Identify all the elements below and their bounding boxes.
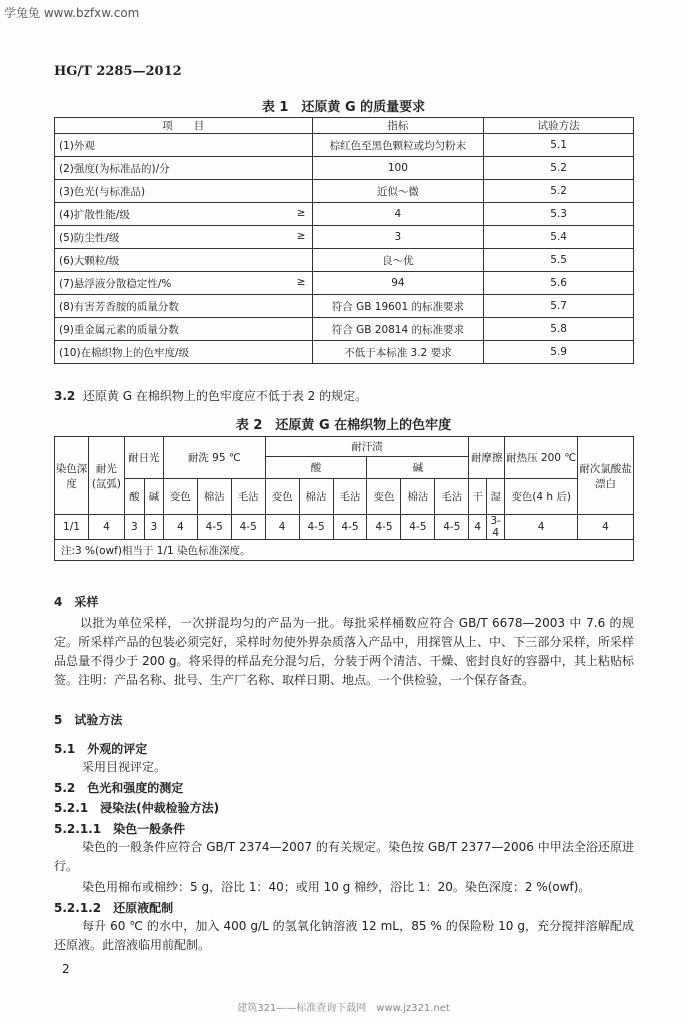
sub-header: 变色 bbox=[367, 479, 401, 515]
table-row bbox=[55, 272, 634, 295]
watermark-header: 学兔兔 www.bzfxw.com bbox=[4, 6, 140, 20]
sub-header: 毛沾 bbox=[231, 479, 265, 515]
section-5-2-1-1-text2: 染色用棉布或棉纱：5 g，浴比 1：40；或用 10 g 棉纱，浴比 1：20。染色深度：2 %(owf)。 bbox=[82, 880, 591, 894]
cell-index: 94 bbox=[312, 272, 484, 295]
item-label: (6)大颗粒/级 bbox=[59, 254, 120, 267]
item-label: (2)强度(为标准品的)/分 bbox=[59, 162, 170, 175]
cell-index: 棕红色至黑色颗粒或均匀粉末 bbox=[312, 134, 484, 157]
section-5-2-1-1-text1: 染色的一般条件应符合 GB/T 2374—2007 的有关规定。染色按 GB/T 2377—2006 中甲法全浴还原进行。 bbox=[54, 840, 634, 873]
cell-method: 5.7 bbox=[484, 295, 634, 318]
clause-text: 还原黄 G 在棉织物上的色牢度应不低于表 2 的规定。 bbox=[82, 389, 368, 403]
item-label: (4)扩散性能/级 bbox=[59, 208, 130, 221]
section-5-2-1-2-heading: 5.2.1.2 还原液配制 bbox=[54, 901, 174, 915]
table-cell: 4 bbox=[469, 515, 487, 540]
table2-caption: 表 2 还原黄 G 在棉织物上的色牢度 bbox=[235, 418, 452, 433]
table-cell: 4-5 bbox=[367, 515, 401, 540]
table-cell: 4 bbox=[163, 515, 197, 540]
header-alkali: 碱 bbox=[367, 457, 469, 479]
cell-index: 符合 GB 20814 的标准要求 bbox=[312, 318, 484, 341]
cell-method: 5.5 bbox=[484, 249, 634, 272]
sub-header: 湿 bbox=[487, 479, 505, 515]
table-cell: 4 bbox=[505, 515, 578, 540]
table-cell: 4-5 bbox=[299, 515, 333, 540]
sub-header: 棉沾 bbox=[401, 479, 435, 515]
header-method: 试验方法 bbox=[484, 118, 634, 134]
cell-item bbox=[55, 295, 313, 318]
header-sunlight: 耐日光 bbox=[124, 437, 163, 479]
table-cell: 4-5 bbox=[197, 515, 231, 540]
item-label: (9)重金属元素的质量分数 bbox=[59, 323, 179, 336]
table-row bbox=[55, 295, 634, 318]
table-row bbox=[55, 249, 634, 272]
section-5-2-1-heading: 5.2.1 浸染法(仲裁检验方法) bbox=[54, 801, 220, 815]
section-4-heading: 4 采样 bbox=[54, 595, 99, 609]
geq-symbol: ≥ bbox=[296, 229, 306, 242]
cell-method: 5.2 bbox=[484, 157, 634, 180]
table-cell: 3 bbox=[144, 515, 163, 540]
cell-index: 符合 GB 19601 的标准要求 bbox=[312, 295, 484, 318]
table-cell: 4-5 bbox=[333, 515, 367, 540]
table1-caption: 表 1 还原黄 G 的质量要求 bbox=[261, 100, 426, 115]
header-depth: 染色深度 bbox=[55, 437, 89, 515]
table-header-row bbox=[55, 118, 634, 134]
header-index: 指标 bbox=[312, 118, 484, 134]
page-number: 2 bbox=[62, 962, 70, 976]
cell-method: 5.2 bbox=[484, 180, 634, 203]
cell-method: 5.4 bbox=[484, 226, 634, 249]
quality-requirements-table bbox=[54, 117, 634, 364]
header-sweat: 耐汗渍 bbox=[265, 437, 469, 457]
cell-index: 不低于本标准 3.2 要求 bbox=[312, 341, 484, 364]
item-label: (1)外观 bbox=[59, 139, 95, 152]
item-label: (7)悬浮液分散稳定性/% bbox=[59, 277, 172, 290]
cell-item bbox=[55, 318, 313, 341]
table-cell: 1/1 bbox=[55, 515, 89, 540]
section-5-heading: 5 试验方法 bbox=[54, 713, 123, 727]
item-label: (5)防尘性/级 bbox=[59, 231, 120, 244]
item-label: (10)在棉织物上的色牢度/级 bbox=[59, 346, 190, 359]
header-hot-press: 耐热压 200 ℃ bbox=[505, 437, 578, 479]
table1-body bbox=[55, 134, 634, 364]
sub-header: 变色 bbox=[163, 479, 197, 515]
cell-index: 4 bbox=[312, 203, 484, 226]
table-cell: 3 bbox=[124, 515, 144, 540]
section-5-2-heading: 5.2 色光和强度的测定 bbox=[54, 781, 184, 795]
table-cell: 4-5 bbox=[401, 515, 435, 540]
sub-header: 变色 bbox=[265, 479, 299, 515]
header-item: 项 目 bbox=[55, 118, 313, 134]
cell-method: 5.8 bbox=[484, 318, 634, 341]
header-wash: 耐洗 95 ℃ bbox=[163, 437, 265, 479]
cell-item bbox=[55, 203, 313, 226]
section-4-text: 以批为单位采样，一次拼混均匀的产品为一批。每批采样桶数应符合 GB/T 6678—2003 中 7.6 的规定。所采样产品的包装必须完好，采样时勿使外界杂质落入产品中，用探管从上、中、下三部分采样，所采样品总量不得少于 200 g。将采得的样品充分混匀后，分装于两个清洁、干燥、密封良好的容器中，其上粘贴标签。注明：产品名称、批号、生产厂名称、取样日期、地点。一个供检验，一个保存备查。 bbox=[54, 616, 634, 687]
item-label: (3)色光(与标准品) bbox=[59, 185, 146, 198]
cell-index: 100 bbox=[312, 157, 484, 180]
header-rub: 耐摩擦 bbox=[469, 437, 505, 479]
table-row bbox=[55, 157, 634, 180]
table-row bbox=[55, 180, 634, 203]
document-code: HG/T 2285—2012 bbox=[54, 64, 182, 79]
table-row bbox=[55, 515, 634, 540]
header-light: 耐光(氙弧) bbox=[88, 437, 124, 515]
section-5-1-text: 采用目视评定。 bbox=[82, 760, 167, 774]
header-bleach: 耐次氯酸盐漂白 bbox=[578, 437, 634, 515]
cell-method: 5.9 bbox=[484, 341, 634, 364]
clause-number: 3.2 bbox=[54, 389, 76, 403]
sub-header: 酸 bbox=[124, 479, 144, 515]
cell-item bbox=[55, 180, 313, 203]
cell-index: 良～优 bbox=[312, 249, 484, 272]
table-row bbox=[55, 341, 634, 364]
geq-symbol: ≥ bbox=[296, 206, 306, 219]
cell-method: 5.3 bbox=[484, 203, 634, 226]
table-cell: 3-4 bbox=[487, 515, 505, 540]
table-cell: 4 bbox=[265, 515, 299, 540]
table-cell: 4-5 bbox=[231, 515, 265, 540]
color-fastness-table bbox=[54, 436, 634, 561]
table-row bbox=[55, 318, 634, 341]
cell-item bbox=[55, 341, 313, 364]
table-cell: 4-5 bbox=[435, 515, 469, 540]
cell-item bbox=[55, 249, 313, 272]
table-row bbox=[55, 134, 634, 157]
table-row bbox=[55, 203, 634, 226]
sub-header: 棉沾 bbox=[299, 479, 333, 515]
watermark-footer: 建筑321——标准查询下载网 www.jz321.net bbox=[237, 1003, 450, 1014]
cell-item bbox=[55, 226, 313, 249]
table-cell: 4 bbox=[578, 515, 634, 540]
sub-header: 棉沾 bbox=[197, 479, 231, 515]
sub-header: 干 bbox=[469, 479, 487, 515]
cell-item bbox=[55, 157, 313, 180]
section-5-2-1-1-heading: 5.2.1.1 染色一般条件 bbox=[54, 822, 186, 836]
table-note: 注:3 %(owf)相当于 1/1 染色标准深度。 bbox=[55, 540, 634, 561]
geq-symbol: ≥ bbox=[296, 275, 306, 288]
clause-3-2 bbox=[54, 387, 367, 406]
section-5-2-1-2-text: 每升 60 ℃ 的水中，加入 400 g/L 的氢氧化钠溶液 12 mL，85 % 的保险粉 10 g，充分搅拌溶解配成还原液。此溶液临用前配制。 bbox=[54, 919, 634, 952]
section-5-1-heading: 5.1 外观的评定 bbox=[54, 742, 148, 756]
sub-header: 毛沾 bbox=[435, 479, 469, 515]
table-row bbox=[55, 226, 634, 249]
cell-index: 3 bbox=[312, 226, 484, 249]
cell-item bbox=[55, 134, 313, 157]
cell-method: 5.6 bbox=[484, 272, 634, 295]
header-acid: 酸 bbox=[265, 457, 367, 479]
cell-item bbox=[55, 272, 313, 295]
cell-method: 5.1 bbox=[484, 134, 634, 157]
sub-header: 毛沾 bbox=[333, 479, 367, 515]
cell-index: 近似～微 bbox=[312, 180, 484, 203]
sub-header: 碱 bbox=[144, 479, 163, 515]
table-cell: 4 bbox=[88, 515, 124, 540]
item-label: (8)有害芳香胺的质量分数 bbox=[59, 300, 179, 313]
sub-header: 变色(4 h 后) bbox=[505, 479, 578, 515]
